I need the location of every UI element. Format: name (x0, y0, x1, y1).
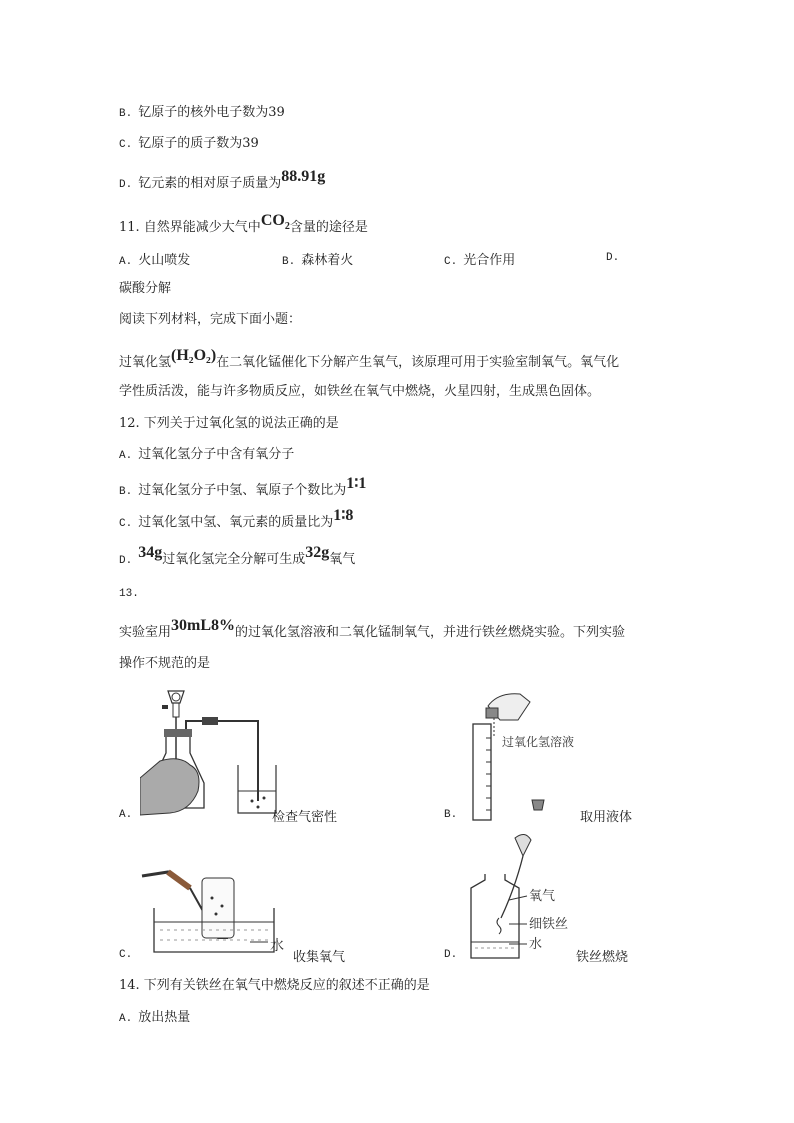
math-value: 1∶1 (346, 475, 367, 492)
math-value: 32g (305, 544, 330, 561)
q11-option-b (282, 249, 353, 268)
q13-option-c-caption: 收集氧气 (293, 950, 346, 965)
figure-iron-wire-burning (465, 828, 585, 963)
reading-paragraph-line2: 学性质活泼，能与许多物质反应，如铁丝在氧气中燃烧，火星四射，生成黑色固体。 (119, 384, 601, 399)
option-label: A. (119, 1013, 133, 1025)
formula-h2o2: (H₂O₂) (171, 347, 217, 364)
q13-stem-line2: 操作不规范的是 (119, 656, 211, 671)
q13-option-a (119, 806, 138, 821)
figure-label-water: 水 (270, 938, 284, 954)
q13-option-b-caption: 取用液体 (580, 810, 633, 825)
q10-option-d (119, 168, 326, 194)
option-label: D. (119, 179, 133, 191)
figure-airtightness-check (140, 683, 280, 823)
q13-stem (119, 617, 626, 642)
option-text: 氧气 (329, 552, 356, 567)
option-label: B. (119, 108, 133, 120)
figure-label-water: 水 (529, 937, 543, 952)
q12-stem: 12. 下列关于过氧化氢的说法正确的是 (119, 416, 339, 431)
option-text: 钇原子的质子数为39 (138, 136, 259, 151)
option-label: A. (119, 450, 133, 462)
option-text: 光合作用 (463, 253, 516, 268)
q13-option-d (444, 946, 463, 961)
figure-label-iron-wire: 细铁丝 (529, 917, 569, 932)
figure-collect-oxygen (140, 858, 305, 958)
math-value: 30mL8% (171, 617, 236, 634)
stem-text: 含量的途径是 (289, 220, 368, 235)
option-text: 钇原子的核外电子数为39 (138, 105, 285, 120)
option-label: D. (444, 949, 458, 961)
q14-option-a (119, 1009, 190, 1028)
stem-text: 的过氧化氢溶液和二氧化锰制氧气，并进行铁丝燃烧实验。下列实验 (235, 625, 626, 640)
q12-option-c (119, 507, 354, 533)
stem-text: 实验室用 (119, 625, 172, 640)
math-value: 1∶8 (333, 507, 354, 524)
q11-option-d (606, 249, 625, 264)
option-label: A. (119, 809, 133, 821)
formula-sub: 2 (284, 221, 290, 233)
option-label: C. (444, 256, 458, 268)
q11-option-c (444, 249, 515, 268)
option-label: B. (444, 809, 458, 821)
q11-option-d-text: 碳酸分解 (119, 281, 172, 296)
option-text: 过氧化氢分子中氢、氧原子个数比为 (138, 483, 347, 498)
option-label: B. (282, 256, 296, 268)
math-value: 88.91g (281, 168, 326, 185)
formula-main: CO (260, 212, 285, 229)
q14-stem: 14. 下列有关铁丝在氧气中燃烧反应的叙述不正确的是 (119, 978, 430, 993)
option-text: 过氧化氢完全分解可生成 (162, 552, 306, 567)
q11-option-a (119, 249, 190, 268)
question-number: 13. (119, 588, 139, 600)
paragraph-text: 在二氧化锰催化下分解产生氧气，该原理可用于实验室制氧气。氧气化 (216, 355, 620, 370)
option-label: C. (119, 518, 133, 530)
q13-option-d-caption: 铁丝燃烧 (576, 950, 629, 965)
reading-intro: 阅读下列材料，完成下面小题： (119, 312, 302, 327)
paragraph-text: 过氧化氢 (119, 355, 172, 370)
q11-stem (119, 212, 368, 242)
option-text: 过氧化氢中氢、氧元素的质量比为 (138, 515, 334, 530)
option-text: 过氧化氢分子中含有氧分子 (138, 447, 295, 462)
option-label: D. (606, 252, 620, 264)
option-label: A. (119, 256, 133, 268)
formula-co2 (260, 212, 290, 233)
option-label: D. (119, 555, 133, 567)
stem-text: 11. 自然界能减少大气中 (119, 220, 261, 235)
q13-option-a-caption: 检查气密性 (272, 810, 338, 825)
math-value: 34g (138, 544, 163, 561)
option-text: 放出热量 (138, 1010, 191, 1025)
option-label: B. (119, 486, 133, 498)
q12-option-a (119, 446, 294, 465)
option-label: C. (119, 949, 133, 961)
q13-number (119, 584, 145, 603)
option-label: C. (119, 139, 133, 151)
q10-option-b (119, 104, 285, 123)
figure-label-oxygen: 氧气 (529, 889, 556, 904)
q13-option-c (119, 946, 138, 961)
option-text: 钇元素的相对原子质量为 (138, 176, 282, 191)
q12-option-d (119, 544, 356, 570)
option-text: 火山喷发 (138, 253, 191, 268)
reading-paragraph-line1 (119, 347, 679, 372)
figure-label-h2o2-solution: 过氧化氢溶液 (502, 735, 575, 749)
option-text: 森林着火 (301, 253, 354, 268)
figure-take-liquid (458, 688, 588, 823)
q12-option-b (119, 475, 367, 501)
q10-option-c (119, 135, 259, 154)
q13-option-b (444, 806, 463, 821)
